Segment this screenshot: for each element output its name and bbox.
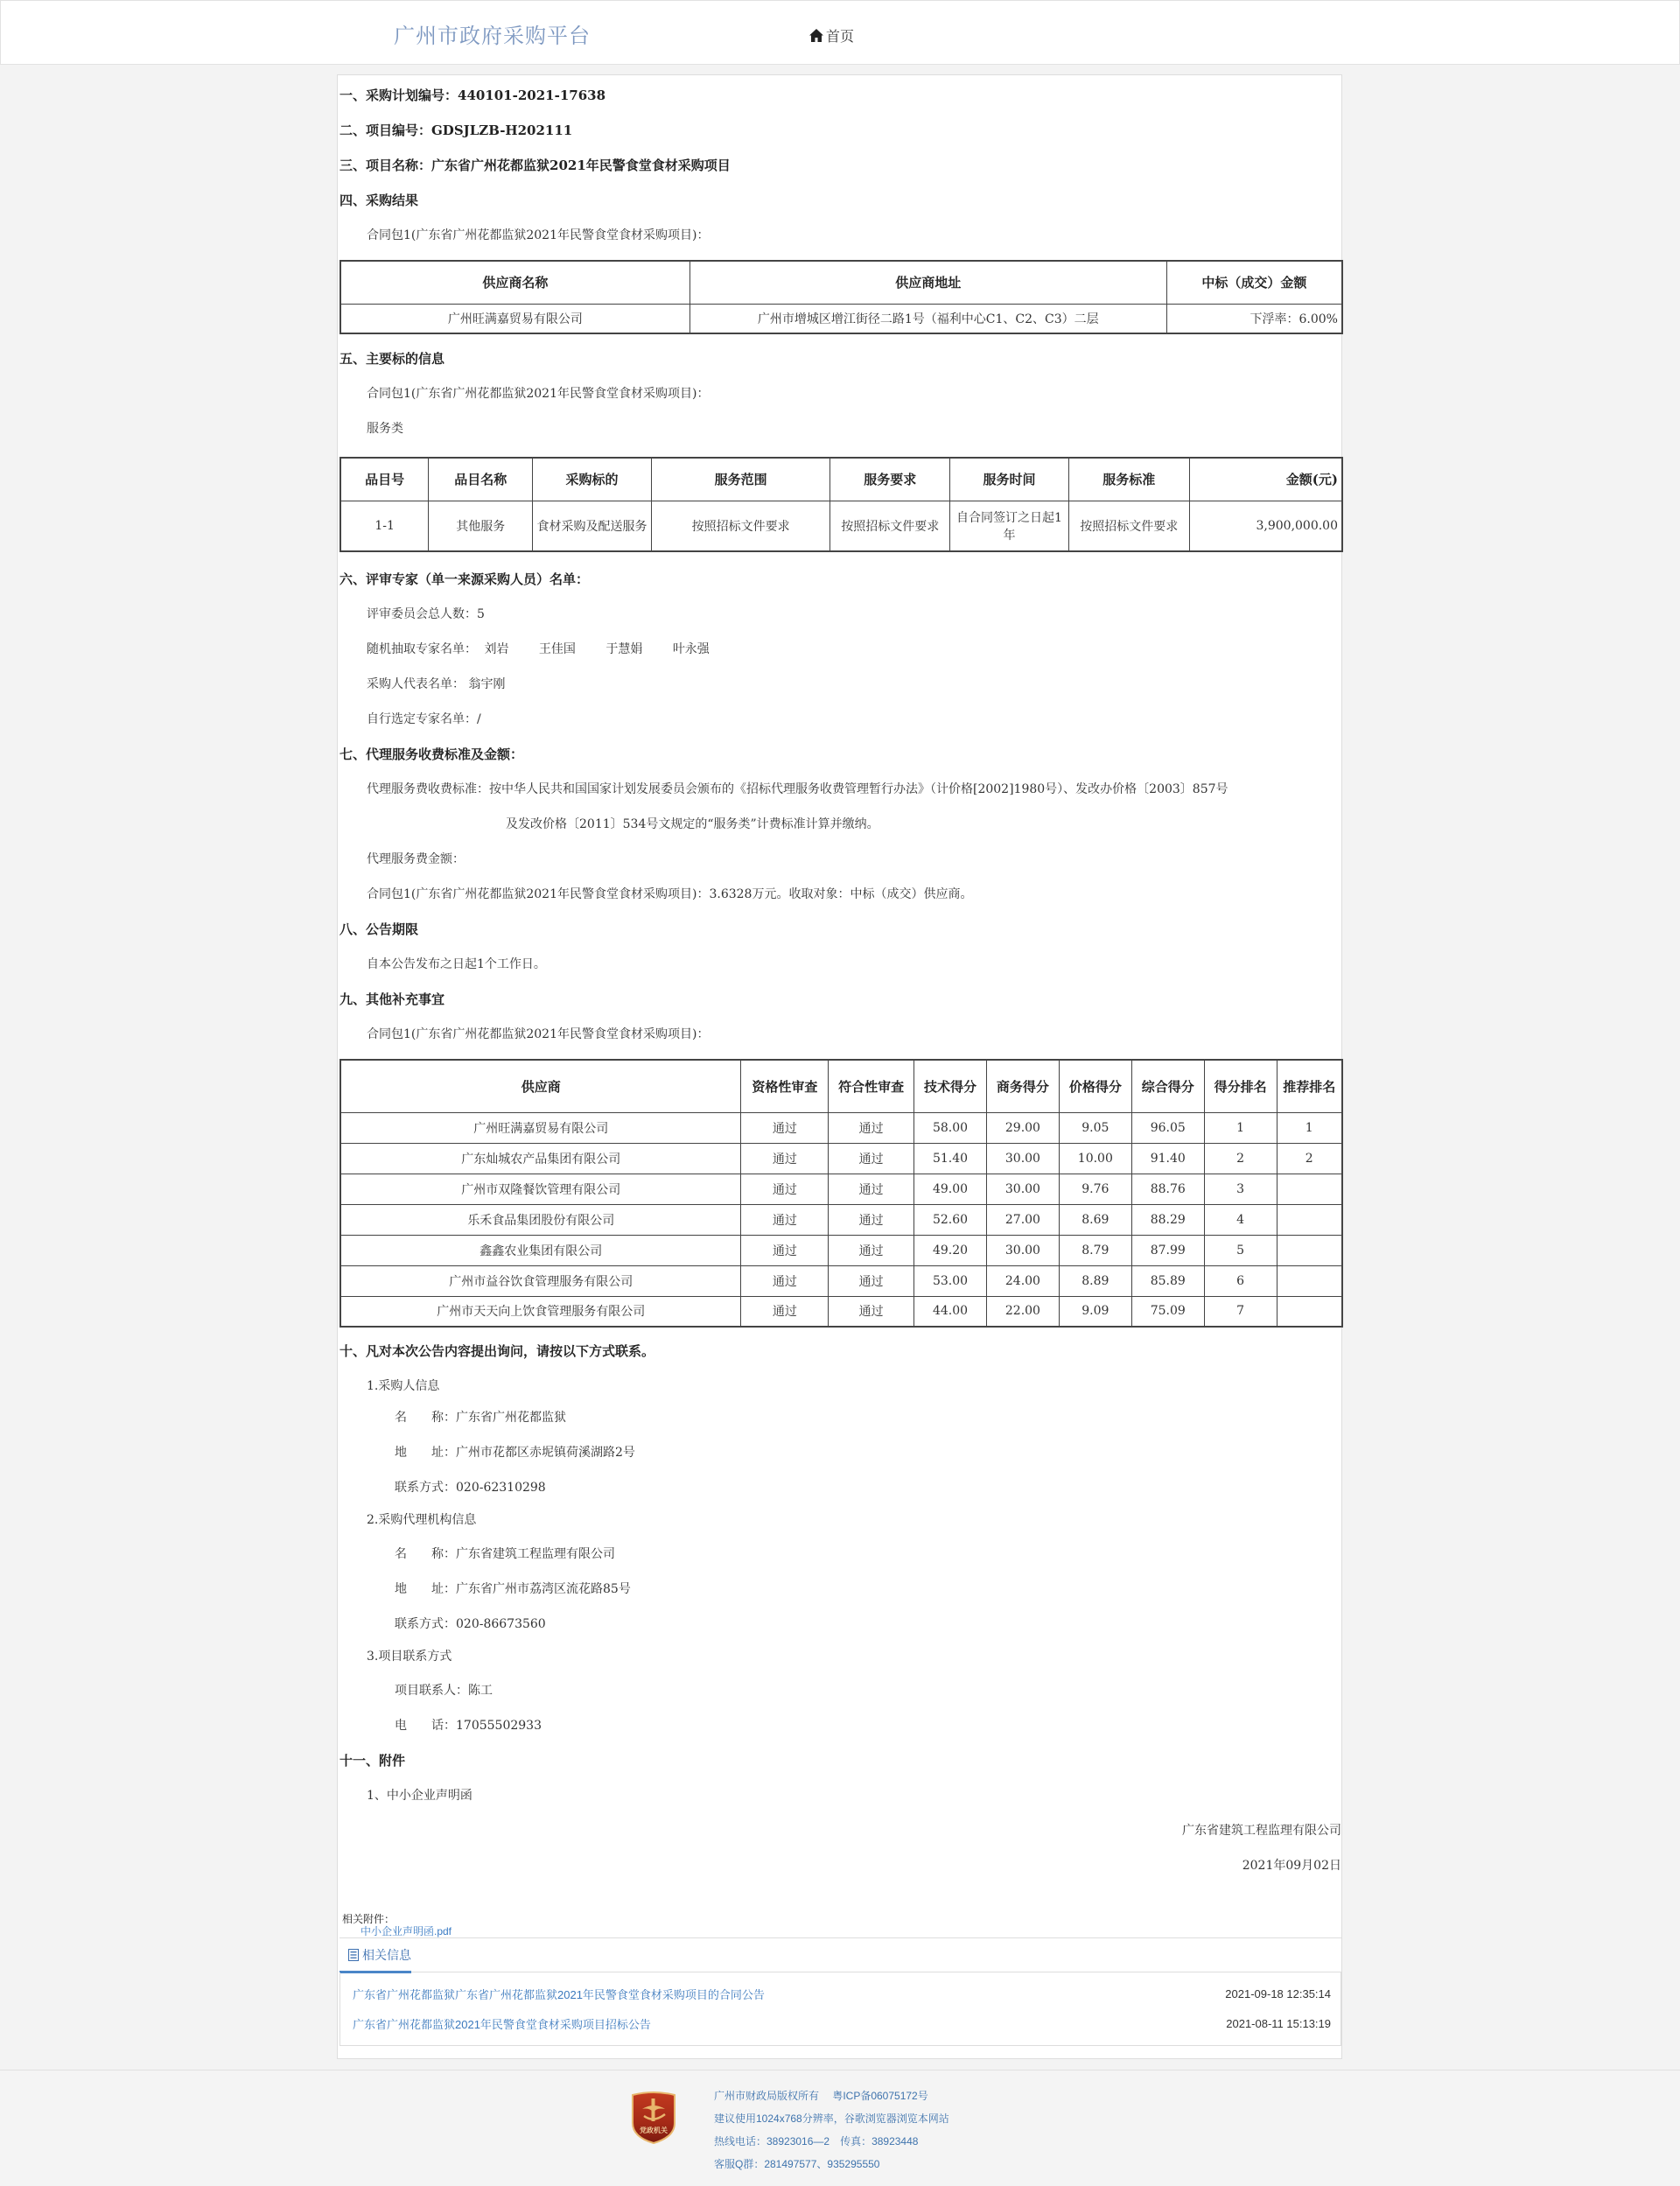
section-10-heading: 十、凡对本次公告内容提出询问，请按以下方式联系。 [340, 1343, 655, 1359]
cell-total: 87.99 [1131, 1235, 1204, 1265]
footer-hotline: 热线电话：38923016—2 传真：38923448 [714, 2135, 919, 2147]
cell-recommend-rank: 1 [1277, 1112, 1342, 1143]
list-item [353, 1985, 1331, 2002]
list-item [353, 2014, 1331, 2032]
party-government-badge-icon[interactable] [630, 2090, 677, 2144]
cell-price: 10.00 [1059, 1143, 1131, 1174]
site-footer [0, 2070, 1680, 2186]
expert-name: 叶永强 [672, 642, 710, 656]
cell-score-rank: 7 [1204, 1296, 1277, 1327]
cell-total: 96.05 [1131, 1112, 1204, 1143]
cell-supplier: 广州旺满嘉贸易有限公司 [340, 1112, 741, 1143]
cell-score-rank: 5 [1204, 1235, 1277, 1265]
fee-standard-line2: 及发改价格〔2011〕534号文规定的“服务类”计费标准计算并缴纳。 [506, 817, 879, 831]
cell-price: 9.05 [1059, 1112, 1131, 1143]
cell-supplier: 广州市双隆餐饮管理有限公司 [340, 1174, 741, 1204]
section-11-heading: 十一、附件 [340, 1753, 406, 1769]
cell-total: 88.29 [1131, 1204, 1204, 1235]
cell-price: 9.76 [1059, 1174, 1131, 1204]
cell-compliance: 通过 [829, 1265, 914, 1296]
list-icon [348, 1949, 359, 1961]
fee-amount-label: 代理服务费金额： [367, 852, 465, 866]
cell-score-rank: 4 [1204, 1204, 1277, 1235]
col-item-name: 品目名称 [429, 458, 533, 501]
agency-address: 地 址：广东省广州市荔湾区流花路85号 [395, 1582, 631, 1596]
result-table [340, 260, 1343, 334]
table-row [340, 304, 1342, 333]
fee-amount-detail: 合同包1(广东省广州花都监狱2021年民警食堂食材采购项目)：3.6328万元。收取对象：中标（成交）供应商。 [367, 887, 973, 901]
cell-supplier: 广州市益谷饮食管理服务有限公司 [340, 1265, 741, 1296]
cell-qualification: 通过 [741, 1204, 829, 1235]
announcement-period: 自本公告发布之日起1个工作日。 [367, 957, 546, 971]
expert-name: 王佳国 [538, 642, 576, 656]
section-9-package-label: 合同包1(广东省广州花都监狱2021年民警食堂食材采购项目)： [367, 1027, 710, 1041]
cell-technical: 49.00 [914, 1174, 987, 1204]
cell-business: 30.00 [986, 1174, 1059, 1204]
purchaser-contact: 联系方式：020-62310298 [395, 1481, 546, 1495]
cell-technical: 51.40 [914, 1143, 987, 1174]
cell-supplier: 乐禾食品集团股份有限公司 [340, 1204, 741, 1235]
fee-standard-line1: 代理服务费收费标准：按中华人民共和国国家计划发展委员会颁布的《招标代理服务收费管理暂行办法》（计价格[2002]1980号）、发改办价格〔2003〕857号 [367, 782, 1228, 796]
table-row [340, 501, 1342, 551]
tab-related-info[interactable] [340, 1938, 411, 1973]
cell-technical: 58.00 [914, 1112, 987, 1143]
cell-score-rank: 3 [1204, 1174, 1277, 1204]
cell-compliance: 通过 [829, 1296, 914, 1327]
col-supplier-name: 供应商名称 [340, 261, 690, 304]
expert-name: 于慧娟 [606, 642, 643, 656]
related-item-link[interactable]: 广东省广州花都监狱广东省广州花都监狱2021年民警食堂食材采购项目的合同公告 [353, 1987, 765, 2001]
cell-total: 85.89 [1131, 1265, 1204, 1296]
cell-qualification: 通过 [741, 1112, 829, 1143]
nav-home-link[interactable] [809, 25, 854, 46]
related-tabbar [340, 1937, 1341, 1972]
cell-recommend-rank [1277, 1235, 1342, 1265]
col-award-amount: 中标（成交）金额 [1166, 261, 1342, 304]
cell-score-rank: 1 [1204, 1112, 1277, 1143]
cell-supplier-name: 广州旺满嘉贸易有限公司 [340, 304, 690, 333]
cell-business: 29.00 [986, 1112, 1059, 1143]
cell-compliance: 通过 [829, 1143, 914, 1174]
cell-technical: 49.20 [914, 1235, 987, 1265]
cell-total: 91.40 [1131, 1143, 1204, 1174]
related-item-time: 2021-08-11 15:13:19 [1226, 2016, 1331, 2030]
purchaser-representative: 采购人代表名单： 翁宇刚 [367, 677, 506, 691]
score-table [340, 1059, 1343, 1328]
cell-recommend-rank: 2 [1277, 1143, 1342, 1174]
cell-service-scope: 按照招标文件要求 [651, 501, 830, 551]
cell-subject: 食材采购及配送服务 [533, 501, 652, 551]
cell-price: 8.89 [1059, 1265, 1131, 1296]
cell-item-name: 其他服务 [429, 501, 533, 551]
col-subject: 采购标的 [533, 458, 652, 501]
random-experts-label: 随机抽取专家名单： [367, 642, 477, 656]
cell-qualification: 通过 [741, 1143, 829, 1174]
table-row [340, 1174, 1342, 1204]
cell-service-time: 自合同签订之日起1年 [950, 501, 1069, 551]
cell-business: 27.00 [986, 1204, 1059, 1235]
cell-qualification: 通过 [741, 1265, 829, 1296]
cell-total: 88.76 [1131, 1174, 1204, 1204]
cell-service-standard: 按照招标文件要求 [1068, 501, 1189, 551]
related-list [340, 1972, 1341, 2046]
cell-qualification: 通过 [741, 1235, 829, 1265]
cell-business: 30.00 [986, 1143, 1059, 1174]
cell-supplier: 广州市天天向上饮食管理服务有限公司 [340, 1296, 741, 1327]
cell-business: 30.00 [986, 1235, 1059, 1265]
cell-item-no: 1-1 [340, 501, 429, 551]
notice-panel [337, 74, 1342, 2059]
col-service-standard: 服务标准 [1068, 458, 1189, 501]
cell-compliance: 通过 [829, 1204, 914, 1235]
related-item-link[interactable]: 广东省广州花都监狱2021年民警食堂食材采购项目招标公告 [353, 2017, 651, 2031]
cell-technical: 52.60 [914, 1204, 987, 1235]
col-business-score: 商务得分 [986, 1060, 1059, 1112]
tab-related-info-label: 相关信息 [362, 1947, 411, 1962]
section-3-project-name: 三、项目名称：广东省广州花都监狱2021年民警食堂食材采购项目 [340, 158, 731, 173]
cell-award-amount: 下浮率：6.00% [1166, 304, 1342, 333]
project-contact-person: 项目联系人：陈工 [395, 1684, 493, 1698]
section-6-heading: 六、评审专家（单一来源采购人员）名单： [340, 571, 590, 587]
table-row [340, 1296, 1342, 1327]
cell-score-rank: 2 [1204, 1143, 1277, 1174]
section-4-heading: 四、采购结果 [340, 193, 419, 208]
cell-supplier: 鑫鑫农业集团有限公司 [340, 1235, 741, 1265]
section-2-project-number: 二、项目编号：GDSJLZB-H202111 [340, 123, 573, 138]
cell-business: 24.00 [986, 1265, 1059, 1296]
project-contact-title: 3.项目联系方式 [367, 1650, 452, 1664]
section-4-package-label: 合同包1(广东省广州花都监狱2021年民警食堂食材采购项目)： [367, 228, 710, 242]
cell-price: 9.09 [1059, 1296, 1131, 1327]
cell-supplier: 广东灿城农产品集团有限公司 [340, 1143, 741, 1174]
item-table [340, 457, 1343, 552]
home-icon [809, 29, 823, 42]
section-5-package-label: 合同包1(广东省广州花都监狱2021年民警食堂食材采购项目)： [367, 387, 710, 401]
col-service-scope: 服务范围 [651, 458, 830, 501]
col-price-score: 价格得分 [1059, 1060, 1131, 1112]
attachment-item: 1、中小企业声明函 [367, 1789, 472, 1803]
cell-supplier-address: 广州市增城区增江街径二路1号（福利中心C1、C2、C3）二层 [690, 304, 1166, 333]
footer-browser-tip: 建议使用1024x768分辨率，谷歌浏览器浏览本网站 [714, 2112, 949, 2125]
committee-total: 评审委员会总人数：5 [367, 607, 485, 621]
cell-price: 8.79 [1059, 1235, 1131, 1265]
col-amount: 金额(元) [1189, 458, 1342, 501]
table-row [340, 1235, 1342, 1265]
cell-compliance: 通过 [829, 1112, 914, 1143]
signature-date: 2021年09月02日 [1242, 1859, 1341, 1873]
col-technical-score: 技术得分 [914, 1060, 987, 1112]
item-table-header [340, 458, 1342, 501]
col-service-requirement: 服务要求 [830, 458, 950, 501]
cell-recommend-rank [1277, 1204, 1342, 1235]
col-recommend-rank: 推荐排名 [1277, 1060, 1342, 1112]
col-item-no: 品目号 [340, 458, 429, 501]
purchaser-info-title: 1.采购人信息 [367, 1379, 440, 1393]
cell-service-requirement: 按照招标文件要求 [830, 501, 950, 551]
related-item-time: 2021-09-18 12:35:14 [1225, 1986, 1331, 2000]
attachments-label: 相关附件： [342, 1913, 396, 1925]
cell-score-rank: 6 [1204, 1265, 1277, 1296]
section-1-plan-number: 一、采购计划编号：440101-2021-17638 [340, 88, 606, 103]
site-title[interactable]: 广州市政府采购平台 [394, 24, 591, 48]
col-score-rank: 得分排名 [1204, 1060, 1277, 1112]
score-table-header [340, 1060, 1342, 1112]
agency-info-title: 2.采购代理机构信息 [367, 1513, 477, 1527]
agency-name: 名 称：广东省建筑工程监理有限公司 [395, 1547, 615, 1561]
related-info-section [340, 1937, 1341, 2060]
col-supplier: 供应商 [340, 1060, 741, 1112]
footer-copyright: 广州市财政局版权所有 粤ICP备06075172号 [714, 2090, 928, 2102]
top-header [0, 0, 1680, 65]
self-selected-experts: 自行选定专家名单：/ [367, 712, 481, 726]
svg-text:党政机关: 党政机关 [640, 2126, 668, 2134]
section-9-heading: 九、其他补充事宜 [340, 991, 445, 1007]
cell-compliance: 通过 [829, 1235, 914, 1265]
col-compliance-review: 符合性审查 [829, 1060, 914, 1112]
section-5-category: 服务类 [367, 422, 403, 436]
random-experts-line [367, 640, 710, 657]
cell-business: 22.00 [986, 1296, 1059, 1327]
col-qualification-review: 资格性审查 [741, 1060, 829, 1112]
cell-qualification: 通过 [741, 1296, 829, 1327]
cell-compliance: 通过 [829, 1174, 914, 1204]
agency-contact: 联系方式：020-86673560 [395, 1617, 546, 1631]
table-row [340, 1265, 1342, 1296]
table-row [340, 1204, 1342, 1235]
section-5-heading: 五、主要标的信息 [340, 351, 445, 367]
table-row [340, 1112, 1342, 1143]
footer-qq-group: 客服Q群：281497577、935295550 [714, 2158, 880, 2170]
nav-home-label: 首页 [826, 28, 855, 45]
section-7-heading: 七、代理服务收费标准及金额： [340, 746, 524, 762]
purchaser-address: 地 址：广州市花都区赤坭镇荷溪湖路2号 [395, 1446, 635, 1460]
cell-recommend-rank [1277, 1265, 1342, 1296]
attachment-link[interactable]: 中小企业声明函.pdf [360, 1925, 452, 1937]
result-table-header [340, 261, 1342, 304]
col-total-score: 综合得分 [1131, 1060, 1204, 1112]
expert-name: 刘岩 [484, 642, 509, 656]
section-8-heading: 八、公告期限 [340, 921, 419, 937]
cell-amount: 3,900,000.00 [1189, 501, 1342, 551]
cell-recommend-rank [1277, 1174, 1342, 1204]
cell-technical: 44.00 [914, 1296, 987, 1327]
table-row [340, 1143, 1342, 1174]
cell-technical: 53.00 [914, 1265, 987, 1296]
signature-org: 广东省建筑工程监理有限公司 [1182, 1824, 1341, 1838]
col-service-time: 服务时间 [950, 458, 1069, 501]
cell-price: 8.69 [1059, 1204, 1131, 1235]
project-phone: 电 话：17055502933 [395, 1719, 542, 1733]
purchaser-name: 名 称：广东省广州花都监狱 [395, 1411, 566, 1425]
cell-total: 75.09 [1131, 1296, 1204, 1327]
col-supplier-address: 供应商地址 [690, 261, 1166, 304]
cell-qualification: 通过 [741, 1174, 829, 1204]
cell-recommend-rank [1277, 1296, 1342, 1327]
footer-info [714, 2084, 949, 2175]
